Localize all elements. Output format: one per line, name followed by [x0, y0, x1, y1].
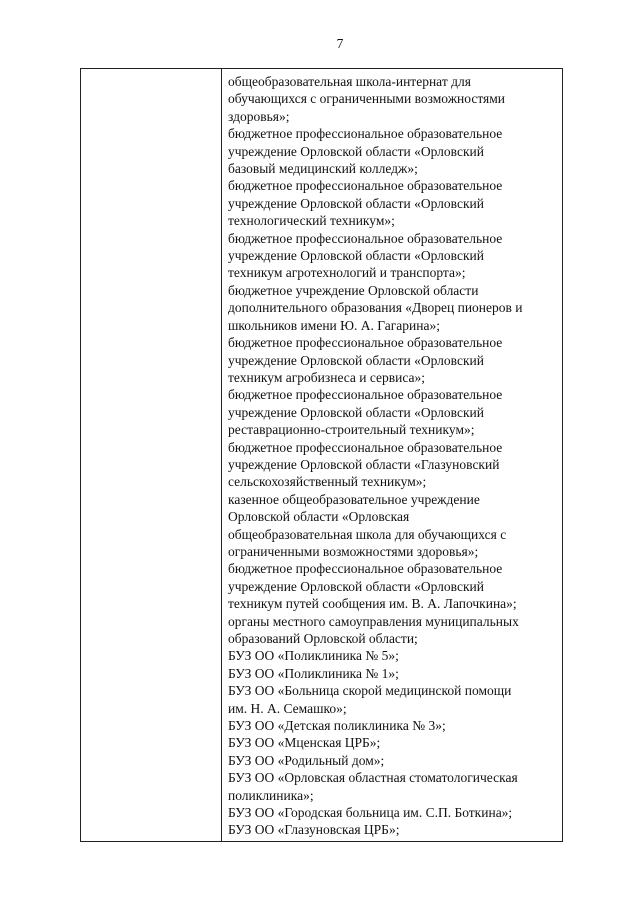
text-line: ограниченными возможностями здоровья»; — [228, 543, 479, 559]
text-line: им. Н. А. Семашко»; — [228, 700, 347, 716]
text-line: учреждение Орловской области «Орловский — [228, 404, 484, 420]
text-line: техникум агротехнологий и транспорта»; — [228, 265, 466, 281]
text-line: учреждение Орловской области «Глазуновский — [228, 456, 500, 472]
text-line: обучающихся с ограниченными возможностями — [228, 91, 506, 107]
text-line: школьников имени Ю. А. Гагарина»; — [228, 317, 440, 333]
text-line: БУЗ ОО «Родильный дом»; — [228, 752, 385, 768]
text-line: БУЗ ОО «Поликлиника № 1»; — [228, 665, 399, 681]
text-line: бюджетное профессиональное образовательное — [228, 126, 503, 142]
text-line: общеобразовательная школа-интернат для — [228, 74, 471, 89]
text-line: образований Орловской области; — [228, 631, 418, 646]
text-line: учреждение Орловской области «Орловский — [228, 352, 484, 368]
text-line: бюджетное профессиональное образовательное — [228, 561, 503, 577]
text-line: поликлиника»; — [228, 787, 314, 803]
text-line: органы местного самоуправления муниципальных — [228, 613, 519, 629]
text-line: здоровья»; — [228, 108, 290, 124]
text-line: БУЗ ОО «Поликлиника № 5»; — [228, 648, 399, 664]
text-line: БУЗ ОО «Детская поликлиника № 3»; — [228, 718, 446, 734]
table-right-cell — [228, 73, 560, 839]
text-line: бюджетное профессиональное образовательное — [228, 439, 503, 455]
text-line: техникум путей сообщения им. В. А. Лапочкина»; — [228, 596, 517, 612]
text-line: бюджетное учреждение Орловской области — [228, 282, 479, 298]
text-line: БУЗ ОО «Орловская областная стоматологическая — [228, 770, 518, 786]
text-line: Орловской области «Орловская — [228, 509, 410, 525]
text-line: общеобразовательная школа для обучающихся с — [228, 526, 507, 542]
text-line: реставрационно-строительный техникум»; — [228, 422, 475, 438]
text-line: базовый медицинский колледж»; — [228, 161, 418, 177]
text-line: учреждение Орловской области «Орловский — [228, 195, 484, 211]
text-line: БУЗ ОО «Городская больница им. С.П. Боткина»; — [228, 805, 513, 821]
text-line: дополнительного образования «Дворец пионеров и — [228, 300, 523, 316]
text-line: бюджетное профессиональное образовательное — [228, 335, 503, 351]
text-line: бюджетное профессиональное образовательное — [228, 178, 503, 194]
text-line: БУЗ ОО «Мценская ЦРБ»; — [228, 735, 381, 751]
document-table — [80, 68, 563, 842]
text-line: учреждение Орловской области «Орловский — [228, 578, 484, 594]
text-line: казенное общеобразовательное учреждение — [228, 491, 480, 507]
text-line: техникум агробизнеса и сервиса»; — [228, 369, 426, 385]
table-left-cell — [81, 69, 222, 841]
text-line: технологический техникум»; — [228, 213, 395, 229]
text-line: БУЗ ОО «Больница скорой медицинской помощи — [228, 683, 512, 699]
text-line: учреждение Орловской области «Орловский — [228, 248, 484, 264]
text-line: учреждение Орловской области «Орловский — [228, 143, 484, 159]
text-line: БУЗ ОО «Глазуновская ЦРБ»; — [228, 822, 400, 838]
page-number: 7 — [336, 36, 344, 51]
text-line: бюджетное профессиональное образовательное — [228, 230, 503, 246]
text-line: сельскохозяйственный техникум»; — [228, 474, 427, 490]
text-line: бюджетное профессиональное образовательное — [228, 387, 503, 403]
